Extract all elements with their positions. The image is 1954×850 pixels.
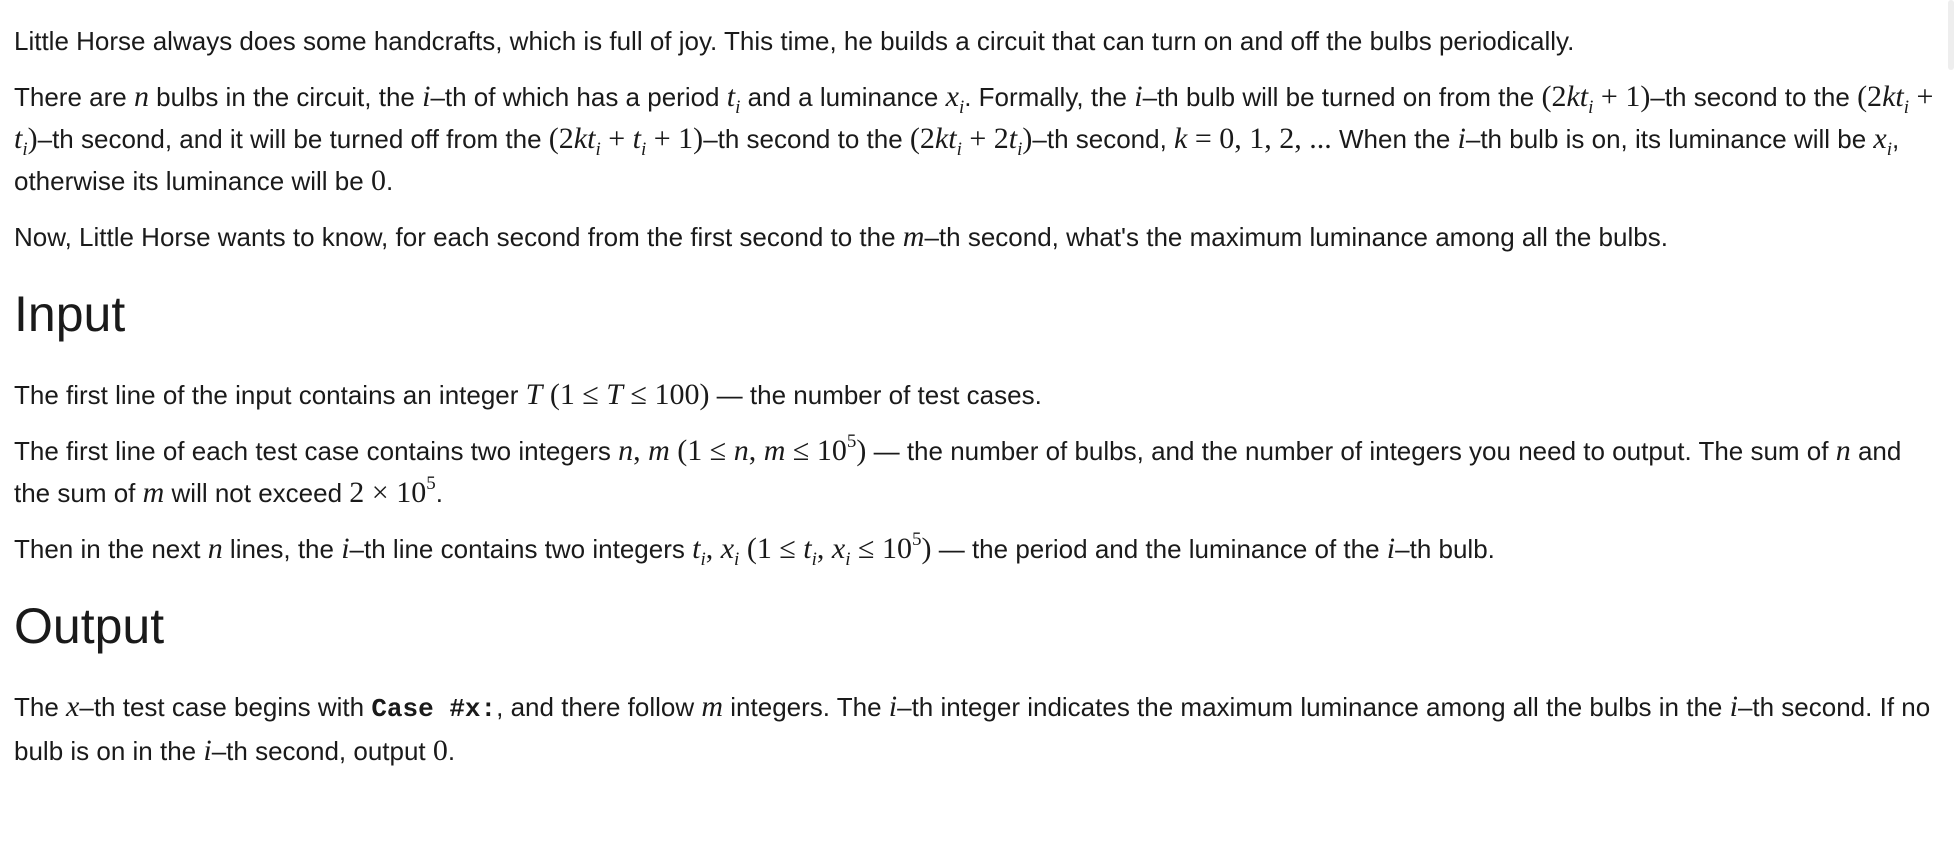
statement-intro: Little Horse always does some handcrafts, which is full of joy. This time, he builds a circuit that can turn on and off the bulbs periodically. [14, 26, 1575, 56]
input-test-cases-paragraph: The first line of the input contains an integer T (1 ≤ T ≤ 100) — the number of test cases. [14, 378, 1042, 411]
output-heading: Output [14, 598, 165, 654]
statement-question-paragraph: Now, Little Horse wants to know, for each second from the first second to the m–th second, what's the maximum luminance among all the bulbs. [14, 220, 1668, 253]
input-bulb-lines-paragraph: Then in the next n lines, the i–th line contains two integers $t_i$, $x_i$ ($1 \le t_i$, $x_i \le 10^5$) — the period and the luminance of the i–th bulb. [14, 529, 1495, 570]
output-format-paragraph: The x–th test case begins with Case #x:, and there follow m integers. The i–th integer indicates the maximum luminance among all the bulbs in the i–th second. If no bulb is on in the i–th second, output 0. [14, 690, 1931, 767]
input-first-line-paragraph: The first line of each test case contains two integers n, m (1 ≤ n, $m \le 10^5$) — the number of bulbs, and the number of integers you need to output. The sum of n and the sum of m will not exceed $2 \times 10^5$. [14, 431, 1902, 509]
problem-statement [14, 20, 1934, 786]
input-heading: Input [14, 286, 126, 342]
statement-bulbs-paragraph: There are n bulbs in the circuit, the i–th of which has a period $t_i$ and a luminance $x_i$. Formally, the i–th bulb will be turned on from the $(2kt_i + 1)-th$ second to the $(2kt_i + t_i)-th$ second, and it will be turned off from the $(2kt_i + t_i + 1)-th$ second to the $(2kt_i + 2t_i)-th$ second, k = 0, 1, 2, ... When the i–th bulb is on, its luminance will be $x_i$, otherwise its luminance will be 0. [14, 80, 1934, 197]
page-scrollbar[interactable] [1948, 0, 1954, 70]
case-format-code: Case #x: [371, 694, 497, 724]
